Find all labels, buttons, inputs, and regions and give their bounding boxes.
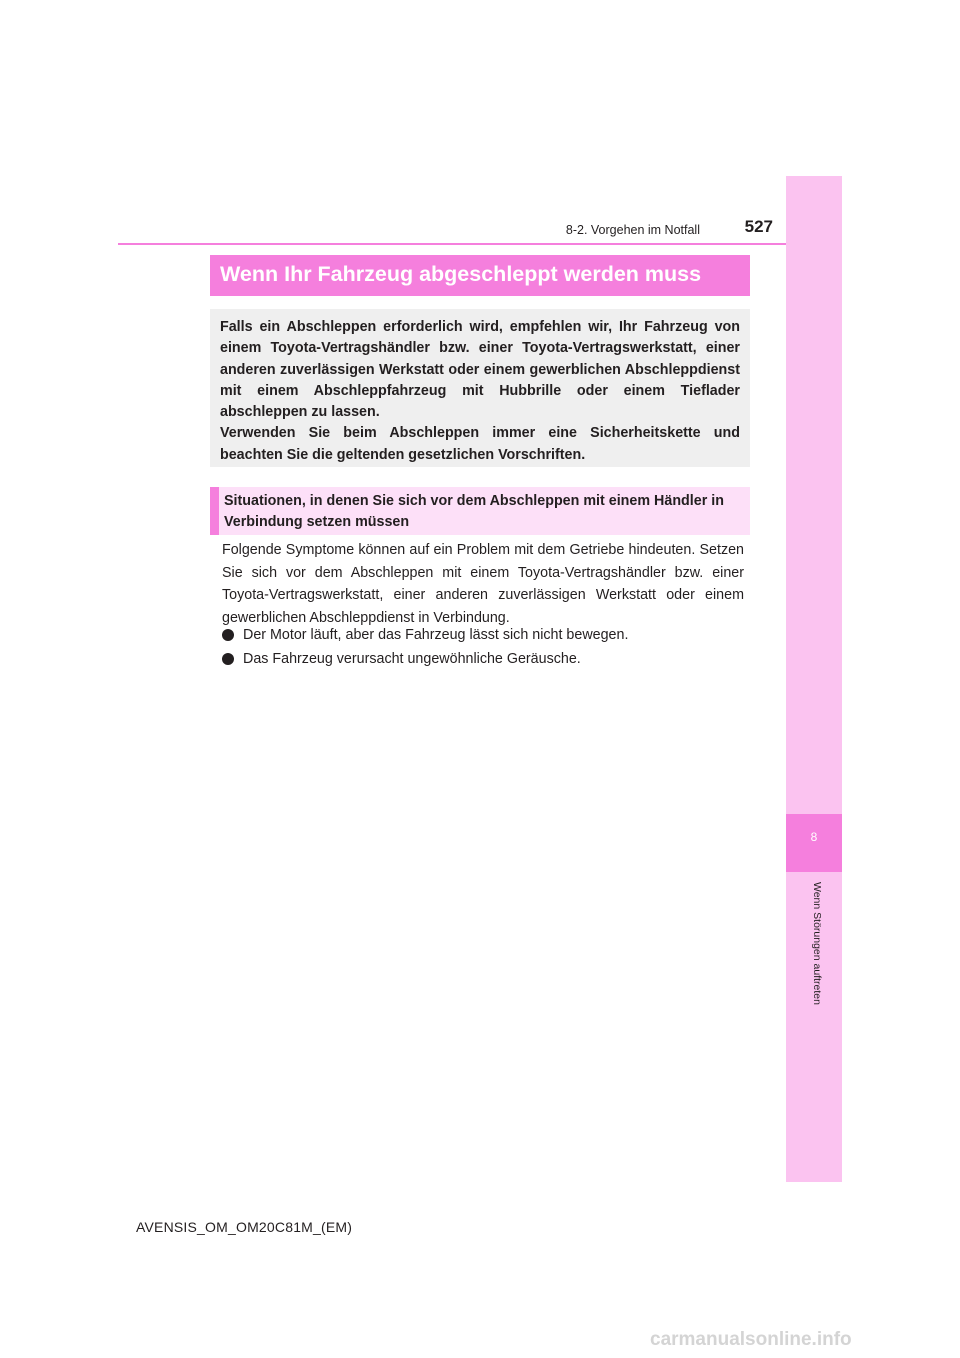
page-number: 527 <box>744 217 773 236</box>
section-header: 8-2. Vorgehen im Notfall <box>565 223 700 237</box>
document-code: AVENSIS_OM_OM20C81M_(EM) <box>136 1219 353 1235</box>
bullet-text: Der Motor läuft, aber das Fahrzeug lässt sich nicht bewegen. <box>243 627 629 643</box>
page-title: Wenn Ihr Fahrzeug abgeschleppt werden muss <box>220 262 702 286</box>
title-bar <box>210 255 750 296</box>
bullet-text: Das Fahrzeug verursacht ungewöhnliche Geräusche. <box>243 651 581 667</box>
body-paragraph: Folgende Symptome können auf ein Problem mit dem Getriebe hindeuten. Setzen Sie sich vor dem Abschleppen mit einem Toyota-Vertragshändler bzw. einer Toyota-Vertragswerkstatt, einer anderen zuverlässigen Werkstatt oder einem gewerblichen Abschleppdienst in Verbindung. <box>222 542 744 626</box>
intro-paragraph: Falls ein Abschleppen erforderlich wird, empfehlen wir, Ihr Fahrzeug von einem Toyota-Vertragshändler bzw. einer Toyota-Vertragswerkstatt, einer anderen zuverlässigen Werkstatt oder einem gewerblichen Abschleppdienst mit einem Abschleppfahrzeug mit Hubbrille oder einem Tieflader abschleppen zu lassen. <box>220 319 740 421</box>
subheading: Situationen, in denen Sie sich vor dem Abschleppen mit einem Händler in Verbindung setzen müssen <box>210 487 750 535</box>
chapter-number: 8 <box>810 830 818 844</box>
bullet-dot-icon <box>222 653 234 665</box>
header-divider <box>118 243 786 245</box>
watermark: carmanualsonline.info <box>650 1329 852 1350</box>
bullet-dot-icon <box>222 629 234 641</box>
intro-paragraph: Verwenden Sie beim Abschleppen immer eine Sicherheitskette und beachten Sie die geltenden gesetzlichen Vorschriften. <box>220 425 740 463</box>
intro-box <box>210 309 750 467</box>
chapter-title: Wenn Störungen auftreten <box>811 882 823 1005</box>
